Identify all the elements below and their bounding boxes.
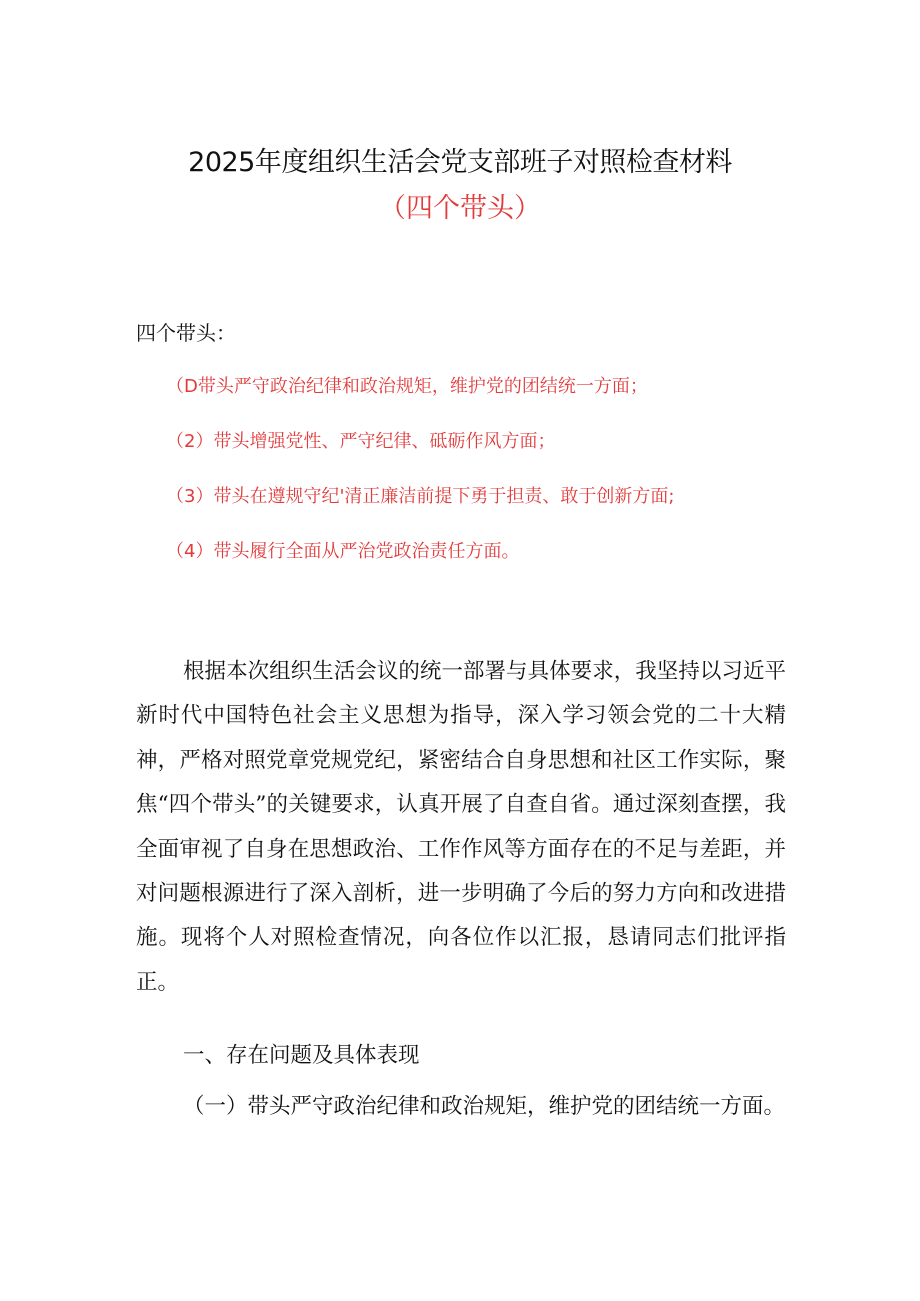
document-subtitle: （四个带头） bbox=[379, 193, 541, 224]
intro-paragraph: 根据本次组织生活会议的统一部署与具体要求，我坚持以习近平新时代中国特色社会主义思想为指导，深入学习领会党的二十大精神，严格对照党章党规党纪，紧密结合自身思想和社区工作实际，聚焦“四个带头”的关键要求，认真开展了自查自省。通过深刻查摆，我全面审视了自身在思想政治、工作作风等方面存在的不足与差距，并对问题根源进行了深入剖析，进一步明确了今后的努力方向和改进措施。现将个人对照检查情况，向各位作以汇报，恳请同志们批评指正。 bbox=[136, 659, 786, 995]
list-item: （4）带头履行全面从严治党政治责任方面。 bbox=[166, 541, 520, 562]
section-heading: 一、存在问题及具体表现 bbox=[183, 1043, 420, 1068]
subsection-heading: （一）带头严守政治纪律和政治规矩，维护党的团结统一方面。 bbox=[183, 1094, 786, 1119]
list-item: （3）带头在遵规守纪'清正廉洁前提下勇于担责、敢于创新方面; bbox=[166, 486, 675, 507]
list-item: （D带头严守政治纪律和政治规矩，维护党的团结统一方面； bbox=[166, 376, 648, 397]
document-title: 2025年度组织生活会党支部班子对照检查材料 bbox=[188, 147, 732, 178]
list-label: 四个带头： bbox=[136, 321, 236, 345]
list-item: （2）带头增强党性、严守纪律、砥砺作风方面； bbox=[166, 431, 556, 452]
